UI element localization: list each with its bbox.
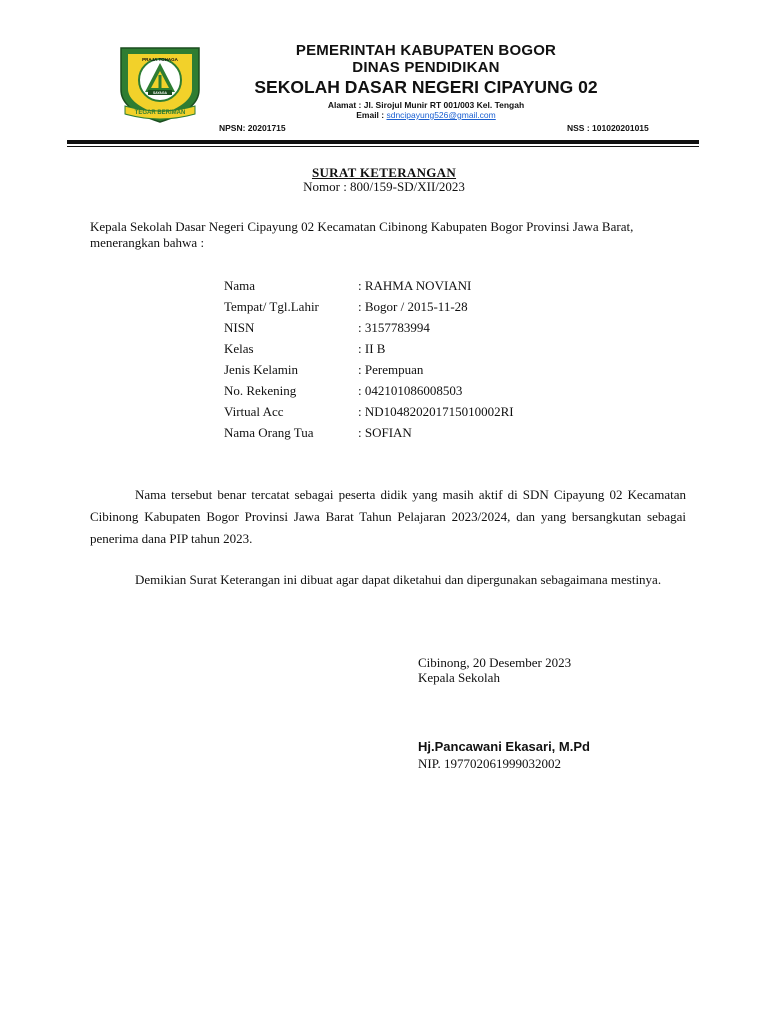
field-value: : 042101086008503 [358, 383, 463, 398]
field-label: Nama [224, 278, 256, 293]
npsn: NPSN: 20201715 [219, 123, 286, 133]
identity-row [224, 380, 514, 401]
email-label: Email : [356, 110, 387, 120]
crest-ribbon-text: TEGAR BERIMAN [134, 110, 186, 116]
header-divider-thick [67, 140, 699, 144]
signature-place-date: Cibinong, 20 Desember 2023 [418, 655, 572, 670]
identity-row [224, 296, 514, 317]
school-address: Alamat : Jl. Sirojul Munir RT 001/003 Kel. Tengah [327, 100, 525, 110]
school-name: SEKOLAH DASAR NEGERI CIPAYUNG 02 [254, 77, 598, 97]
field-value: : Perempuan [358, 362, 424, 377]
field-label: Kelas [224, 341, 254, 356]
crest-text-top: PRAJA TOHAGA [142, 57, 178, 62]
student-identity-table [224, 275, 514, 443]
opening-statement: Kepala Sekolah Dasar Negeri Cipayung 02 Kecamatan Cibinong Kabupaten Bogor Provinsi Jawa Barat, menerangkan bahwa : [90, 219, 634, 250]
closing-text: Demikian Surat Keterangan ini dibuat agar dapat diketahui dan dipergunakan sebagaimana mestinya. [135, 572, 662, 587]
field-label: Tempat/ Tgl.Lahir [224, 299, 319, 314]
field-value: : ND104820201715010002RI [358, 404, 514, 419]
statement-text: Nama tersebut benar tercatat sebagai peserta didik yang masih aktif di SDN Cipayung 02 Kecamatan Cibinong Kabupaten Bogor Provinsi Jawa Barat Tahun Pelajaran 2023/2024, dan yang bersangkutan sebagai penerima dana PIP tahun 2023. [90, 487, 686, 546]
field-value: : Bogor / 2015-11-28 [358, 299, 468, 314]
letter-number: Nomor : 800/159-SD/XII/2023 [303, 179, 465, 194]
signatory-nip: NIP. 197702061999032002 [418, 756, 562, 771]
field-value: : 3157783994 [358, 320, 430, 335]
identity-row [224, 275, 514, 296]
signatory-name: Hj.Pancawani Ekasari, M.Pd [418, 739, 590, 754]
nss: NSS : 101020201015 [567, 123, 649, 133]
department-name: DINAS PENDIDIKAN [352, 59, 500, 76]
identity-row [224, 317, 514, 338]
identity-row [224, 359, 514, 380]
field-value: : SOFIAN [358, 425, 412, 440]
field-label: Jenis Kelamin [224, 362, 299, 377]
field-value: : II B [358, 341, 386, 356]
field-label: Nama Orang Tua [224, 425, 314, 440]
field-label: Virtual Acc [224, 404, 284, 419]
school-email-line [210, 110, 642, 120]
letterhead [210, 42, 642, 120]
closing-paragraph [90, 569, 686, 591]
government-name: PEMERINTAH KABUPATEN BOGOR [295, 42, 557, 59]
identity-row [224, 401, 514, 422]
regency-crest-logo [117, 44, 203, 124]
identity-row [224, 338, 514, 359]
field-label: NISN [224, 320, 255, 335]
field-label: No. Rekening [224, 383, 297, 398]
identity-row [224, 422, 514, 443]
crest-text-middle: SAYAGA [153, 91, 167, 96]
header-divider-thin [67, 146, 699, 147]
signature-role: Kepala Sekolah [418, 670, 500, 685]
field-value: : RAHMA NOVIANI [358, 278, 472, 293]
letter-title: SURAT KETERANGAN [311, 165, 457, 180]
statement-paragraph [90, 484, 686, 550]
email-link[interactable]: sdncipayung526@gmail.com [386, 110, 496, 120]
